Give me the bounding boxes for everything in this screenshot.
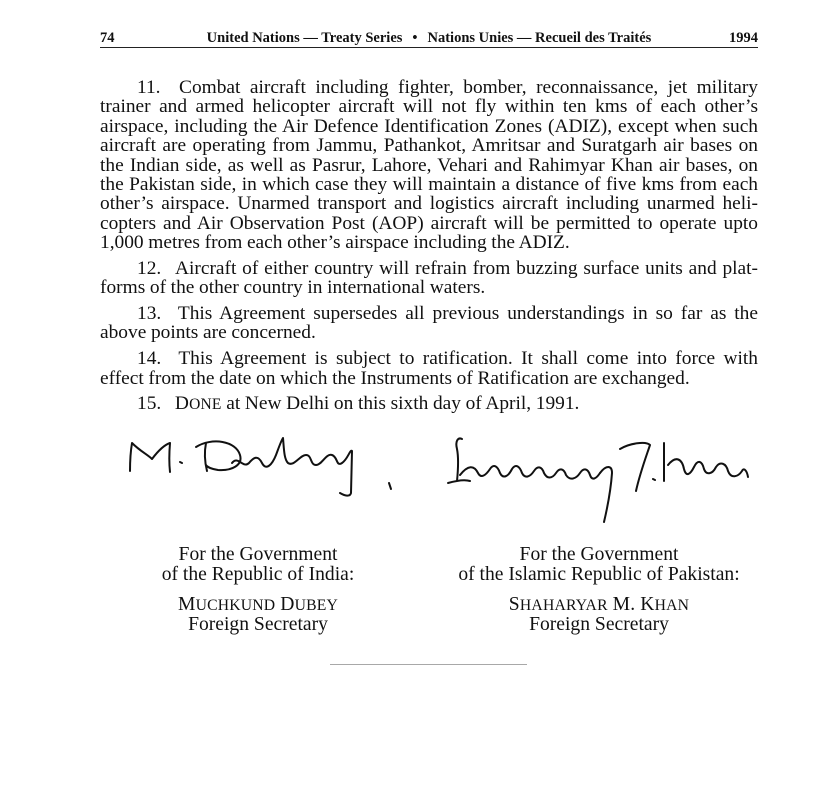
series-title-english: United Nations — Treaty Series: [206, 30, 403, 46]
signature-stroke: [600, 467, 612, 522]
text-line: [100, 349, 758, 368]
signature-stroke: [130, 443, 170, 472]
end-of-text-rule: [330, 664, 527, 665]
text-line: [100, 78, 758, 97]
line-text: Aircraft of either country will refrain from buzzing surface units and plat-: [175, 257, 758, 279]
signature-pakistan: [448, 438, 748, 522]
volume-year: 1994: [729, 30, 758, 46]
paragraph-12: [100, 259, 758, 298]
paragraph-number: 13.: [137, 303, 162, 325]
text-line: [100, 304, 758, 323]
text-line: 1,000 metres from each other’s airspace including the ADIZ.: [100, 232, 570, 254]
series-title: [100, 30, 758, 46]
text-line: [100, 394, 758, 413]
signature-stroke: [460, 466, 600, 479]
for-government-line: For the Government: [519, 544, 679, 565]
signature-stroke: [232, 438, 352, 496]
paragraph-number: 12.: [137, 257, 162, 279]
running-header: [100, 30, 758, 46]
signatory-block-pakistan: [449, 545, 749, 635]
text-line: aircraft are operating from Jammu, Pathankot, Amritsar and Suratgarh air bases on: [100, 135, 758, 157]
body-text: [100, 78, 758, 420]
text-line: forms of the other country in international waters.: [100, 277, 486, 299]
line-text: This Agreement is subject to ratification. It shall come into force with: [178, 348, 758, 370]
text-line: copters and Air Observation Post (AOP) aircraft will be permitted to operate upto: [100, 212, 758, 234]
name-word: KHAN: [640, 594, 690, 615]
paragraph-number: 11.: [137, 77, 161, 98]
signature-stroke: [196, 441, 240, 471]
text-line: trainer and armed helicopter aircraft will not fly within ten kms of each other’s: [100, 96, 758, 118]
header-rule: [100, 47, 758, 48]
text-line: airspace, including the Air Defence Identification Zones (ADIZ), except when such: [100, 115, 758, 137]
for-government-line: For the Government: [178, 544, 338, 565]
government-name-line: of the Islamic Republic of Pakistan:: [458, 564, 740, 585]
signature-india: [130, 438, 391, 496]
signature-stroke: [664, 443, 748, 481]
signature-stroke: [389, 483, 391, 489]
paragraph-number: 15.: [137, 393, 162, 415]
name-word: M.: [612, 594, 636, 615]
paragraph-14: [100, 349, 758, 388]
signature-stroke: [620, 443, 655, 491]
signatory-title: Foreign Secretary: [188, 614, 328, 635]
text-line: effect from the date on which the Instruments of Ratification are exchanged.: [100, 367, 690, 389]
text-line: the Indian side, as well as Pasrur, Lahore, Vehari and Rahimyar Khan air bases, on: [100, 154, 758, 176]
name-word: SHAHARYAR: [508, 594, 608, 615]
line-text: This Agreement supersedes all previous understandings in so far as the: [177, 303, 758, 325]
done-lead-in: DONE: [174, 393, 222, 415]
signatory-title: Foreign Secretary: [529, 614, 669, 635]
paragraph-number: 14.: [137, 348, 162, 370]
series-title-french: Nations Unies — Recueil des Traités: [427, 30, 652, 46]
paragraph-15: [100, 394, 758, 413]
signature-stroke: [180, 462, 182, 463]
text-line: other’s airspace. Unarmed transport and logistics aircraft including unarmed heli-: [100, 193, 758, 215]
line-text: at New Delhi on this sixth day of April, 1991.: [226, 393, 580, 415]
handwritten-signatures: [0, 425, 835, 535]
signatory-name: [108, 595, 408, 615]
signatory-block-india: [108, 545, 408, 635]
page-number: 74: [100, 30, 115, 46]
text-line: above points are concerned.: [100, 322, 316, 344]
signatory-name: [449, 595, 749, 615]
bullet-separator: •: [412, 30, 418, 46]
signature-stroke: [448, 438, 470, 483]
paragraph-13: [100, 304, 758, 343]
paragraph-11: [100, 78, 758, 253]
text-line: the Pakistan side, in which case they will maintain a distance of five kms from each: [100, 173, 758, 195]
name-word: DUBEY: [280, 594, 339, 615]
name-word: MUCHKUND: [177, 594, 276, 615]
text-line: [100, 259, 758, 278]
line-text: Combat aircraft including fighter, bomber, reconnaissance, jet military: [179, 77, 758, 98]
government-name-line: of the Republic of India:: [161, 564, 355, 585]
